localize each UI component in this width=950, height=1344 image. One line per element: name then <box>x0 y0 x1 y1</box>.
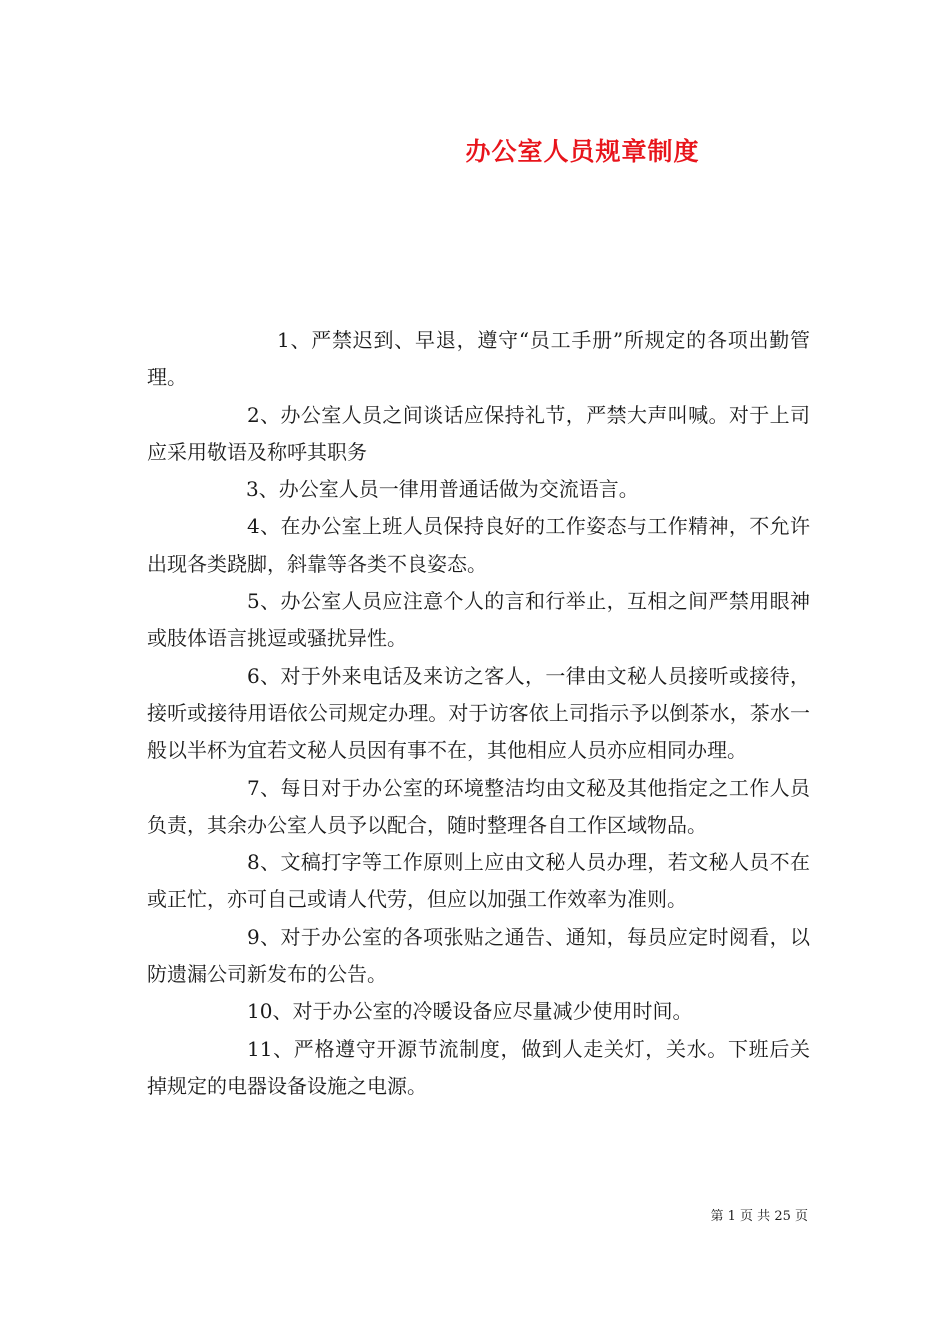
paragraph-2: 2、办公室人员之间谈话应保持礼节，严禁大声叫喊。对于上司应采用敬语及称呼其职务 <box>147 402 810 464</box>
page-title: 办公室人员规章制度 <box>465 137 700 166</box>
paragraph-3: 3、办公室人员一律用普通话做为交流语言。 <box>246 477 639 502</box>
paragraph-5: 5、办公室人员应注意个人的言和行举止，互相之间严禁用眼神或肢体语言挑逗或骚扰异性。 <box>147 589 810 651</box>
page-footer: 第 1 页 共 25 页 <box>710 1209 808 1224</box>
paragraph-6: 6、对于外来电话及来访之客人，一律由文秘人员接听或接待，接听或接待用语依公司规定办理。对于访客依上司指示予以倒茶水，茶水一般以半杯为宜若文秘人员因有事不在，其他相应人员亦应相同办理。 <box>147 663 810 763</box>
paragraph-10: 10、对于办公室的冷暖设备应尽量减少使用时间。 <box>247 999 693 1024</box>
paragraph-11: 11、严格遵守开源节流制度，做到人走关灯，关水。下班后关掉规定的电器设备设施之电源。 <box>147 1036 810 1098</box>
paragraph-4: 4、在办公室上班人员保持良好的工作姿态与工作精神，不允许出现各类跷脚，斜靠等各类不良姿态。 <box>147 514 810 576</box>
paragraph-8: 8、文稿打字等工作原则上应由文秘人员办理，若文秘人员不在或正忙，亦可自己或请人代劳，但应以加强工作效率为准则。 <box>147 850 810 912</box>
paragraph-1: 1、严禁迟到、早退，遵守“员工手册”所规定的各项出勤管理。 <box>147 328 810 390</box>
paragraph-7: 7、每日对于办公室的环境整洁均由文秘及其他指定之工作人员负责，其余办公室人员予以配合，随时整理各自工作区域物品。 <box>147 775 810 837</box>
paragraph-9: 9、对于办公室的各项张贴之通告、通知，每员应定时阅看，以防遗漏公司新发布的公告。 <box>147 924 810 987</box>
document-body <box>147 322 810 1105</box>
